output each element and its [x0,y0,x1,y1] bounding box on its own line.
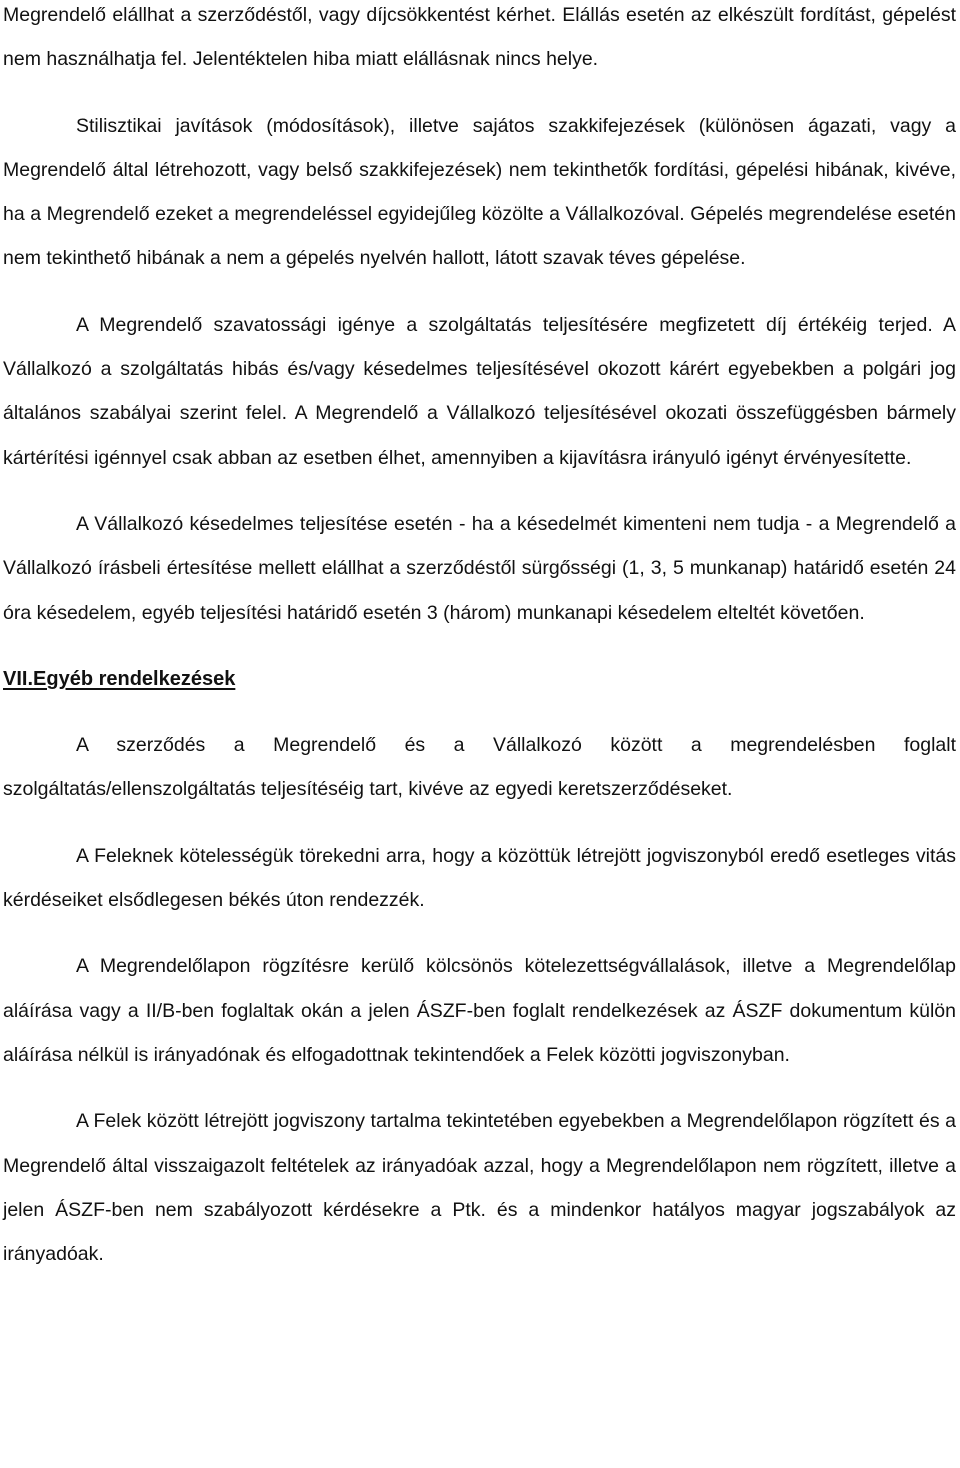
paragraph-order-form-commitments: A Megrendelőlapon rögzítésre kerülő kölcsönös kötelezettségvállalások, illetve a Megrendelőlap aláírása vagy a II/B-ben foglaltak okán a jelen ÁSZF-ben foglalt rendelkezések az ÁSZF dokumentum külön aláírása nélkül is irányadónak és elfogadottnak tekintendőek a Felek közötti jogviszonyban. [3,955,956,1066]
paragraph-governing-law: A Felek között létrejött jogviszony tartalma tekintetében egyebekben a Megrendelőlapon rögzített és a Megrendelő által visszaigazolt feltételek az irányadóak azzal, hogy a Megrendelőlapon nem rögzített, illetve a jelen ÁSZF-ben nem szabályozott kérdésekre a Ptk. és a mindenkor hatályos magyar jogszabályok az irányadóak. [3,1110,956,1266]
paragraph-stylistic-corrections: Stilisztikai javítások (módosítások), illetve sajátos szakkifejezések (különösen ágazati, vagy a Megrendelő által létrehozott, vagy belső szakkifejezések) nem tekinthetők fordítási, gépelési hibának, kivéve, ha a Megrendelő ezeket a megrendeléssel egyidejűleg közölte a Vállalkozóval. Gépelés megrendelése esetén nem tekinthető hibának a nem a gépelés nyelvén hallott, látott szavak téves gépelése. [3,114,956,270]
paragraph-withdrawal: Megrendelő elállhat a szerződéstől, vagy díjcsökkentést kérhet. Elállás esetén az elkészült fordítást, gépelést nem használhatja fel. Jelentéktelen hiba miatt elállásnak nincs helye. [3,4,956,71]
paragraph-dispute-resolution: A Feleknek kötelességük törekedni arra, hogy a közöttük létrejött jogviszonyból eredő esetleges vitás kérdéseiket elsődlegesen békés úton rendezzék. [3,844,956,912]
document-page [3,0,956,1276]
paragraph-late-performance: A Vállalkozó késedelmes teljesítése esetén - ha a késedelmét kimenteni nem tudja - a Megrendelő a Vállalkozó írásbeli értesítése mellett elállhat a szerződéstől sürgősségi (1, 3, 5 munkanap) határidő esetén 24 óra késedelem, egyéb teljesítési határidő esetén 3 (három) munkanapi késedelem elteltét követően. [3,512,956,624]
paragraph-warranty-claim: A Megrendelő szavatossági igénye a szolgáltatás teljesítésére megfizetett díj értékéig terjed. A Vállalkozó a szolgáltatás hibás és/vagy késedelmes teljesítésével okozott kárért egyebekben a polgári jog általános szabályai szerint felel. A Megrendelő a Vállalkozó teljesítésével okozati összefüggésben bármely kártérítési igénnyel csak abban az esetben élhet, amennyiben a kijavításra irányuló igényt érvényesítette. [3,313,956,469]
paragraph-contract-duration: A szerződés a Megrendelő és a Vállalkozó között a megrendelésben foglalt szolgáltatás/ellenszolgáltatás teljesítéséig tart, kivéve az egyedi keretszerződéseket. [3,734,956,801]
section-heading: VII.Egyéb rendelkezések [3,667,236,690]
